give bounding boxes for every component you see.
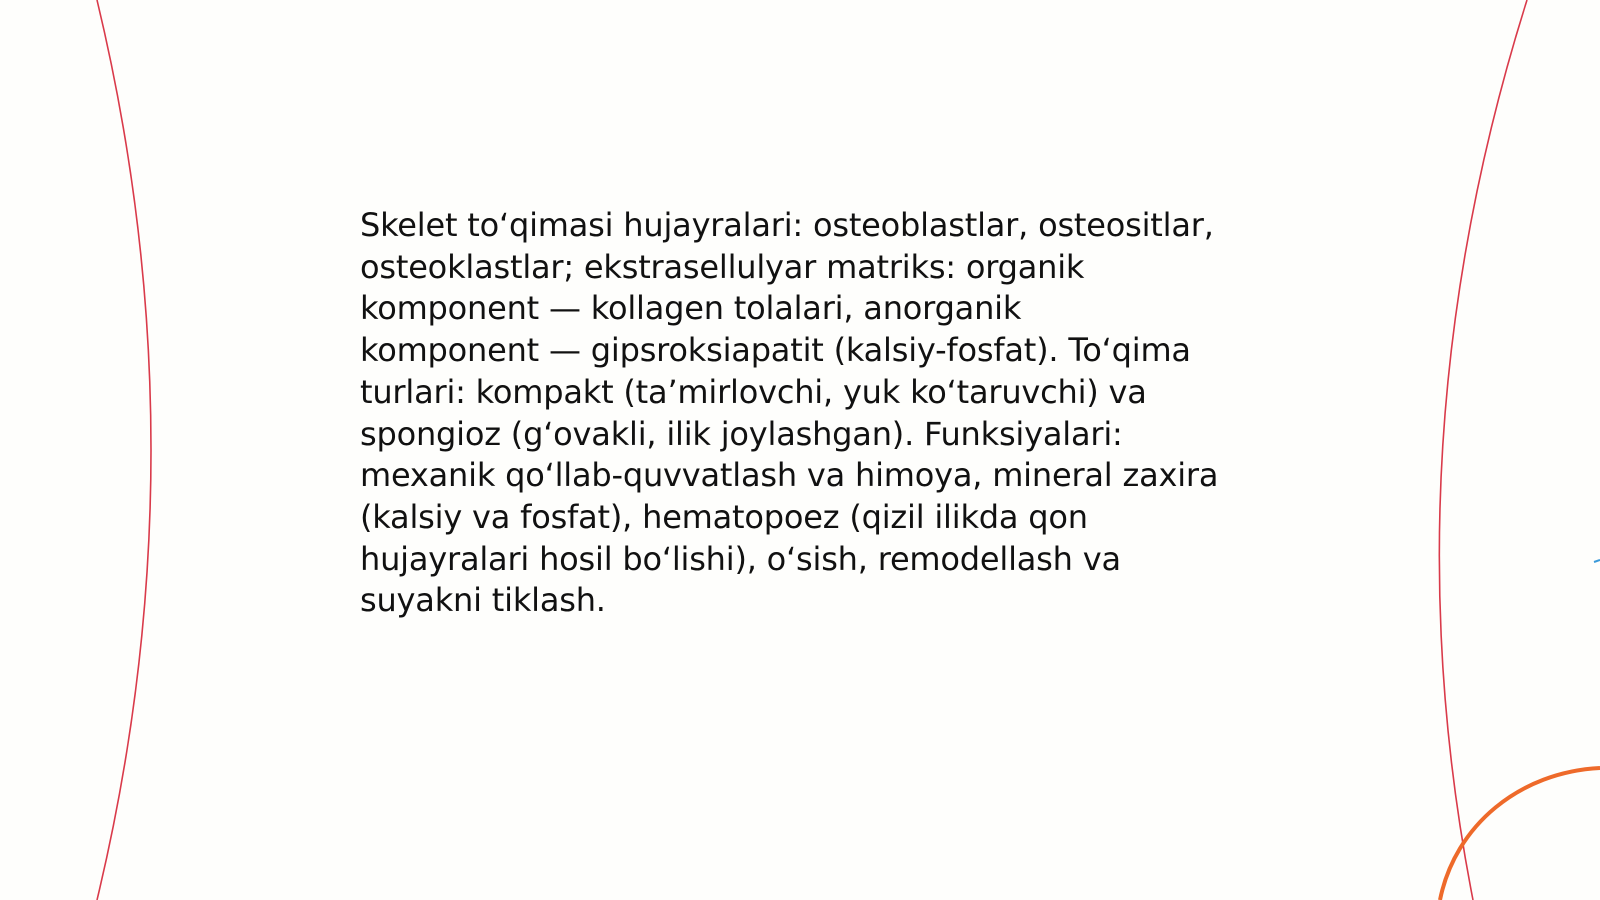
body-line: osteoklastlar; ekstrasellulyar matriks: organik [360,247,1085,286]
slide-body-text [360,205,1240,622]
left-curve-line [97,0,151,900]
body-line: mexanik qo‘llab-quvvatlash va himoya, mineral zaxira [360,456,1219,495]
corner-arc [1440,768,1600,900]
body-line: (kalsiy va fosfat), hematopoez (qizil ilikda qon [360,497,1088,536]
body-line: Skelet to‘qimasi hujayralari: osteoblastlar, osteositlar, [360,206,1214,244]
body-line: komponent — gipsroksiapatit (kalsiy-fosfat). To‘qima [360,331,1191,370]
accent-tick [1594,560,1600,562]
body-line: spongioz (g‘ovakli, ilik joylashgan). Funksiyalari: [360,414,1123,453]
body-line: komponent — kollagen tolalari, anorganik [360,289,1022,328]
right-curve-line [1439,0,1527,900]
body-line: suyakni tiklash. [360,581,606,620]
body-line: hujayralari hosil bo‘lishi), o‘sish, remodellash va [360,539,1121,578]
body-line: turlari: kompakt (ta’mirlovchi, yuk ko‘taruvchi) va [360,372,1147,411]
